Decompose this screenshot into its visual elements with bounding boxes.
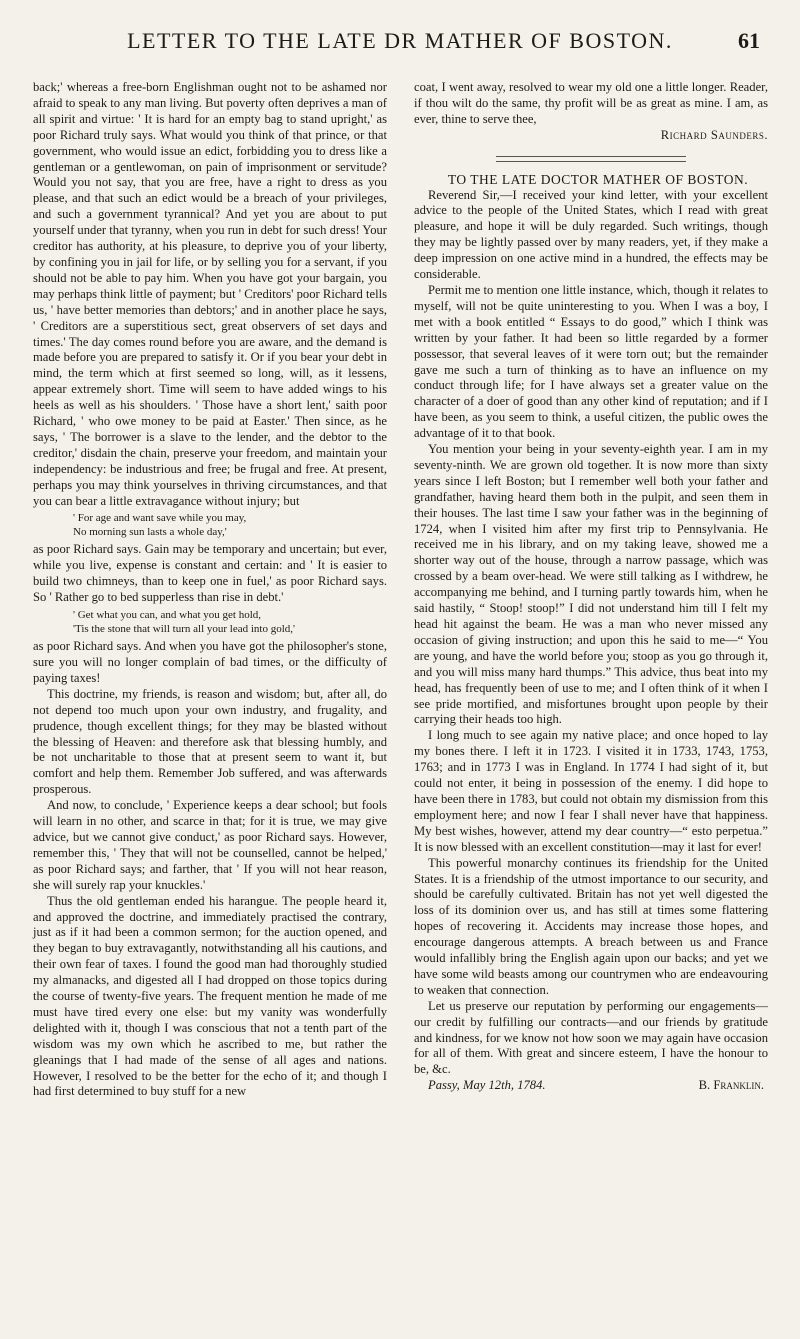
- dateline-signature: [414, 1078, 768, 1094]
- paragraph: Let us preserve our reputation by performing our engagements—our credit by fulfilling our contracts—and our friends by gratitude and kindness, for we know not how soon we may again have occasion for all of them. With great and sincere esteem, I have the honour to be, &c.: [414, 998, 768, 1077]
- page-number: 61: [738, 28, 760, 53]
- dateline: Passy, May 12th, 1784.: [428, 1078, 546, 1093]
- paragraph: Thus the old gentleman ended his harangue. The people heard it, and approved the doctrine, and immediately practised the contrary, just as if it had been a common sermon; for the auction opened, and they began to buy extravagantly, notwithstanding all his cautions, and their own fear of taxes. I found the good man had thoroughly studied my almanacks, and digested all I had dropped on those topics during the course of twenty-five years. The frequent mention he made of me must have tired every one else: but my vanity was wonderfully delighted with it, though I was conscious that not a tenth part of the wisdom was my own which he ascribed to me, but rather the gleanings that I had made of the sense of all ages and nations. However, I resolved to be the better for the echo of it; and though I had first determined to buy stuff for a new: [33, 893, 387, 1099]
- paragraph: This doctrine, my friends, is reason and wisdom; but, after all, do not depend too much upon your own industry, and frugality, and prudence, though excellent things; for they may be blasted without the blessing of Heaven: and therefore ask that blessing humbly, and be not uncharitable to those that at present seem to want it, but comfort and help them. Remember Job suffered, and was afterwards prosperous.: [33, 686, 387, 797]
- verse-line: ' Get what you can, and what you get hold,: [73, 609, 262, 622]
- verse-quote: [73, 512, 387, 539]
- paragraph: as poor Richard says. Gain may be temporary and uncertain; but ever, while you live, expense is constant and certain: and ' It is easier to build two chimneys, than to keep one in fuel,' as poor Richard says. So ' Rather go to bed supperless than rise in debt.': [33, 542, 387, 605]
- paragraph: as poor Richard says. And when you have got the philosopher's stone, sure you will no longer complain of bad times, or the difficulty of paying taxes!: [33, 639, 387, 685]
- paragraph: And now, to conclude, ' Experience keeps a dear school; but fools will learn in no other, and scarce in that; for it is true, we may give advice, but we cannot give conduct,' as poor Richard says. However, remember this, ' They that will not be counselled, cannot be helped,' as poor Richard says; and farther, that ' If you will not hear reason, she will surely rap your knuckles.': [33, 798, 387, 892]
- verse-line: ' For age and want save while you may,: [73, 512, 247, 525]
- verse-line: No morning sun lasts a whole day,': [73, 525, 227, 538]
- signature-franklin: B. Franklin.: [698, 1078, 764, 1093]
- paragraph: coat, I went away, resolved to wear my old one a little longer. Reader, if thou wilt do the same, thy profit will be as great as mine. I am, as ever, thine to serve thee,: [414, 80, 768, 126]
- paragraph: Permit me to mention one little instance, which, though it relates to myself, will not be quite uninteresting to you. When I was a boy, I met with a book entitled “ Essays to do good,” which I think was written by your father. It had been so little regarded by a former possessor, that several leaves of it were torn out; but the remainder gave me such a turn of thinking as to have an influence on my conduct through life; for I have always set a greater value on the character of a doer of good than any other kind of reputation; and if I have been, as you seem to think, a useful citizen, the public owes the advantage of it to that book.: [414, 282, 768, 441]
- verse-line: 'Tis the stone that will turn all your lead into gold,': [73, 622, 296, 635]
- paragraph: back;' whereas a free-born Englishman ought not to be ashamed nor afraid to speak to any man living. But poverty often deprives a man of all spirit and virtue: ' It is hard for an empty bag to stand upright,' as poor Richard truly says. What would you think of that prince, or that government, who would issue an edict, forbidding you to dress like a gentleman or a gentlewoman, on pain of imprisonment or servitude? Would you not say, that you are free, have a right to dress as you please, and that such an edict would be a breach of your privileges, and such a government tyrannical? And yet you are about to put yourself under that tyranny, when you run in debt for such dress! Your creditor has authority, at his pleasure, to deprive you of your liberty, by confining you in jail for life, or by selling you for a servant, if you should not be able to pay him. When you have got your bargain, you may perhaps think little of payment; but ' Creditors' poor Richard tells us, ' have better memories than debtors;' and in another place he says, ' Creditors are a superstitious sect, great observers of set days and times.' The day comes round before you are aware, and the demand is made before you are prepared to satisfy it. Or if you bear your debt in mind, the term which at first seemed so long, will, as it lessens, appear extremely short. Time will seem to have added wings to his heels as well as his shoulders. ' Those have a short lent,' saith poor Richard, ' who owe money to be paid at Easter.' Then since, as he says, ' The borrower is a slave to the lender, and the debtor to the creditor,' disdain the chain, preserve your freedom, and maintain your independency: be industrious and free; be frugal and free. At present, perhaps you may think yourselves in thriving circumstances, and that you can bear a little extravagance without injury; but: [33, 80, 387, 508]
- paragraph: Reverend Sir,—I received your kind letter, with your excellent advice to the people of the United States, which I read with great pleasure, and hope it will be duly regarded. Such writings, though they may be lightly passed over by many readers, yet, if they make a deep impression on one active mind in a hundred, the effects may be considerable.: [414, 187, 768, 282]
- signature-saunders: Richard Saunders.: [660, 127, 768, 142]
- letter-heading: TO THE LATE DOCTOR MATHER OF BOSTON.: [447, 171, 749, 187]
- paragraph: I long much to see again my native place; and once hoped to lay my bones there. I left it in 1723. I visited it in 1733, 1743, 1753, 1763; and in 1773 I was in England. In 1774 I had sight of it, but could not enter, it being in possession of the enemy. I did hope to have been there in 1783, but could not obtain my dismission from this employment here; and now I fear I shall never have that happiness. My best wishes, however, attend my dear country—“ esto perpetua.” It is now blessed with an excellent constitution—may it last for ever!: [414, 728, 768, 854]
- verse-quote: [73, 609, 387, 636]
- paragraph: This powerful monarchy continues its friendship for the United States. It is a friendship of the utmost importance to our security, and should be carefully cultivated. Britain has not yet well digested the loss of its dominion over us, and has still at times some flattering hopes of recovering it. Accidents may increase those hopes, and encourage dangerous attempts. A breach between us and France would infallibly bring the English again upon our backs; and yet we have some wild beasts among our countrymen who are endeavouring to weaken that connection.: [414, 855, 768, 997]
- paragraph: You mention your being in your seventy-eighth year. I am in my seventy-ninth. We are grown old together. It is now more than sixty years since I left Boston; but I remember well both your father and grandfather, having heard them both in the pulpit, and seen them in their houses. The last time I saw your father was in the beginning of 1724, when I visited him after my first trip to Pennsylvania. He received me in his library, and on my taking leave, showed me a shorter way out of the house, through a narrow passage, which was crossed by a beam over-head. We were still talking as I withdrew, he accompanying me behind, and I turning partly towards him, when he said hastily, “ Stoop! stoop!” I did not understand him till I felt my head hit against the beam. He was a man who never missed any occasion of giving instruction; and upon this he said to me—“ You are young, and have the world before you; stoop as you go through it, and you will miss many hard thumps.” This advice, thus beat into my head, has frequently been of use to me; and I often think of it when I see pride mortified, and misfortunes brought upon people by their carrying their heads too high.: [414, 442, 768, 727]
- section-divider: [496, 156, 686, 162]
- left-column: [33, 80, 387, 1100]
- running-title: LETTER TO THE LATE DR MATHER OF BOSTON.: [127, 28, 673, 53]
- running-head: [40, 20, 760, 60]
- right-column: [414, 80, 768, 1094]
